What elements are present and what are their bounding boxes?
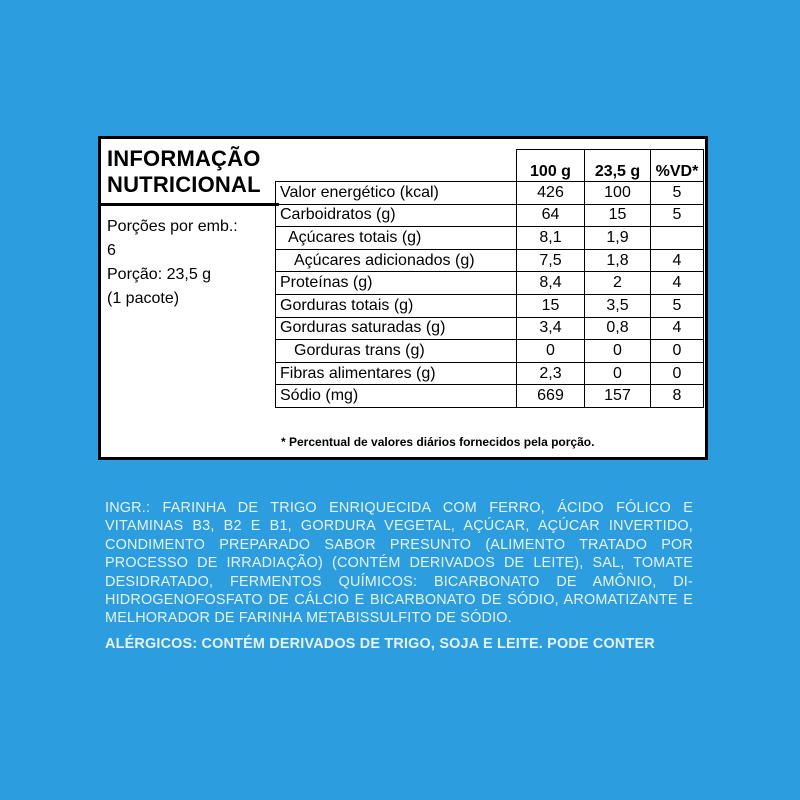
value-100g: 8,4 <box>517 272 585 295</box>
table-row <box>276 317 704 340</box>
value-100g: 669 <box>517 385 585 408</box>
nutrition-title-line2: NUTRICIONAL <box>107 172 261 197</box>
title-divider <box>101 203 279 206</box>
value-100g: 15 <box>517 294 585 317</box>
nutrient-name: Gorduras saturadas (g) <box>276 317 517 340</box>
table-row <box>276 272 704 295</box>
value-portion: 3,5 <box>585 294 651 317</box>
value-vd: 5 <box>651 204 704 227</box>
portion-label: Porção: 23,5 g <box>107 266 212 283</box>
allergens-text: ALÉRGICOS: CONTÉM DERIVADOS DE TRIGO, SOJA E LEITE. PODE CONTER <box>105 636 655 652</box>
value-100g: 7,5 <box>517 249 585 272</box>
nutrient-name: Gorduras totais (g) <box>276 294 517 317</box>
value-portion: 0 <box>585 340 651 363</box>
portions-label: Porções por emb.: <box>107 218 238 235</box>
table-row <box>276 362 704 385</box>
value-100g: 0 <box>517 340 585 363</box>
nutrition-table <box>275 149 704 408</box>
nutrient-name: Proteínas (g) <box>276 272 517 295</box>
nutrition-title <box>107 146 261 198</box>
value-portion: 1,8 <box>585 249 651 272</box>
portions-value: 6 <box>107 242 116 259</box>
value-portion: 157 <box>585 385 651 408</box>
header-100g: 100 g <box>517 150 585 182</box>
table-row <box>276 182 704 205</box>
nutrient-name: Gorduras trans (g) <box>276 340 517 363</box>
value-vd: 5 <box>651 294 704 317</box>
nutrient-name: Açúcares totais (g) <box>276 227 517 250</box>
value-portion: 15 <box>585 204 651 227</box>
value-vd: 8 <box>651 385 704 408</box>
table-row <box>276 340 704 363</box>
value-portion: 1,9 <box>585 227 651 250</box>
value-100g: 426 <box>517 182 585 205</box>
value-vd: 4 <box>651 249 704 272</box>
value-100g: 8,1 <box>517 227 585 250</box>
portion-info <box>107 215 238 311</box>
header-vd: %VD* <box>651 150 704 182</box>
table-row <box>276 294 704 317</box>
value-portion: 2 <box>585 272 651 295</box>
value-100g: 64 <box>517 204 585 227</box>
value-100g: 3,4 <box>517 317 585 340</box>
value-100g: 2,3 <box>517 362 585 385</box>
value-vd: 0 <box>651 340 704 363</box>
ingredients-text: INGR.: FARINHA DE TRIGO ENRIQUECIDA COM FERRO, ÁCIDO FÓLICO E VITAMINAS B3, B2 E B1, GORDURA VEGETAL, AÇÚCAR, AÇÚCAR INVERTIDO, CONDIMENTO PREPARADO SABOR PRESUNTO (ALIMENTO TRATADO POR PROCESSO DE IRRADIAÇÃO) (CONTÉM DERIVADOS DE LEITE), SAL, TOMATE DESIDRATADO, FERMENTOS QUÍMICOS: BICARBONATO DE AMÔNIO, DI-HIDROGENOFOSFATO DE CÁLCIO E BICARBONATO DE SÓDIO, AROMATIZANTE E MELHORADOR DE FARINHA METABISSULFITO DE SÓDIO. <box>105 500 693 627</box>
nutrition-facts-panel <box>98 136 708 460</box>
table-row <box>276 204 704 227</box>
header-portion: 23,5 g <box>585 150 651 182</box>
nutrient-name: Açúcares adicionados (g) <box>276 249 517 272</box>
nutrient-name: Sódio (mg) <box>276 385 517 408</box>
nutrition-header-row <box>276 150 704 182</box>
value-vd: 0 <box>651 362 704 385</box>
portion-desc: (1 pacote) <box>107 290 180 307</box>
header-blank <box>276 150 517 182</box>
nutrient-name: Carboidratos (g) <box>276 204 517 227</box>
value-portion: 0 <box>585 362 651 385</box>
value-vd <box>651 227 704 250</box>
vd-footnote: * Percentual de valores diários fornecidos pela porção. <box>281 435 595 449</box>
table-row <box>276 227 704 250</box>
nutrient-name: Valor energético (kcal) <box>276 182 517 205</box>
table-row <box>276 385 704 408</box>
value-vd: 4 <box>651 272 704 295</box>
value-vd: 5 <box>651 182 704 205</box>
value-portion: 100 <box>585 182 651 205</box>
value-portion: 0,8 <box>585 317 651 340</box>
table-row <box>276 249 704 272</box>
value-vd: 4 <box>651 317 704 340</box>
nutrient-name: Fibras alimentares (g) <box>276 362 517 385</box>
nutrition-title-line1: INFORMAÇÃO <box>107 146 261 171</box>
